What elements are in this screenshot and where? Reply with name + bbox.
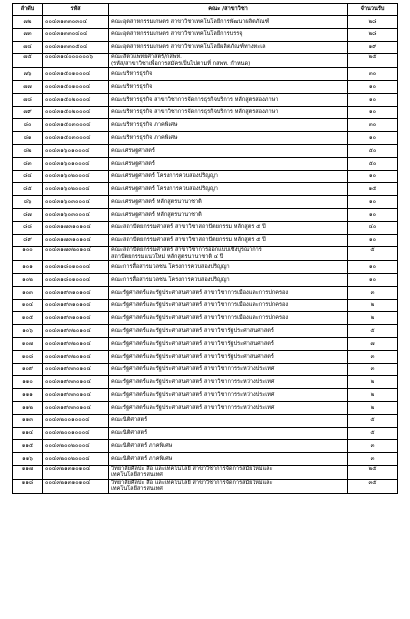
table-row	[13, 389, 398, 402]
table-row	[13, 41, 398, 54]
table-row	[13, 414, 398, 427]
row-order: ๘๙	[13, 234, 43, 247]
row-seats: ๑๙	[348, 41, 398, 54]
row-faculty-line1: คณะรัฐศาสตร์และรัฐประศาสนศาสตร์ สาขาวิชาการเมืองและการปกครอง	[111, 289, 289, 296]
row-faculty	[109, 299, 348, 312]
row-order: ๘๔	[13, 170, 43, 183]
row-code: ๐๐๔๓๑๖๐๑๐๐๐๔	[43, 157, 109, 170]
row-order: ๗๗	[13, 81, 43, 94]
row-code: ๐๐๔๓๑๙๓๓๐๑๐๔	[43, 389, 109, 402]
row-seats: ๑๐	[348, 81, 398, 94]
row-faculty	[109, 414, 348, 427]
row-faculty	[109, 196, 348, 209]
admission-quota-table	[12, 3, 398, 494]
row-order: ๗๕	[13, 54, 43, 68]
row-seats: ๑๐	[348, 234, 398, 247]
table-row	[13, 261, 398, 274]
row-code: ๐๐๔๓๑๕๐๒๐๐๐๔	[43, 93, 109, 106]
row-faculty-line1: คณะบริหารธุรกิจ ภาคพิเศษ	[111, 122, 178, 129]
row-order: ๘๓	[13, 157, 43, 170]
row-order: ๑๐๖	[13, 325, 43, 338]
row-code: ๐๐๔๓๑๓๓๐๓๐๔	[43, 16, 109, 29]
table-row	[13, 440, 398, 453]
row-code: ๐๐๔๓๑๘๐๑๐๐๐๔	[43, 261, 109, 274]
row-code: ๐๐๔๓๑๙๓๓๐๑๐๔	[43, 363, 109, 376]
row-faculty	[109, 363, 348, 376]
row-order: ๗๒	[13, 16, 43, 29]
row-faculty-line2: เทคโนโลยีสารสนเทศ	[111, 472, 163, 479]
row-faculty	[109, 54, 348, 68]
row-order: ๑๐๒	[13, 274, 43, 287]
row-code: ๐๐๔๓๒๐๐๒๐๐๐๔	[43, 440, 109, 453]
row-order: ๗๖	[13, 68, 43, 81]
row-seats: ๓	[348, 453, 398, 466]
row-order: ๘๑	[13, 132, 43, 145]
row-faculty	[109, 68, 348, 81]
row-code: ๐๐๔๓๑๙๓๓๐๑๐๔	[43, 376, 109, 389]
row-faculty-line1: คณะรัฐศาสตร์และรัฐประศาสนศาสตร์ สาขาวิชาการระหว่างประเทศ	[111, 379, 275, 386]
row-code: ๐๐๔๓๑๙๓๓๐๑๐๔	[43, 402, 109, 415]
row-faculty-line1: คณะอุตสาหกรรมเกษตร สาขาวิชาเทคโนโลยีการบรรจุ	[111, 31, 243, 38]
table-row	[13, 350, 398, 363]
row-faculty	[109, 479, 348, 493]
row-order: ๑๐๙	[13, 363, 43, 376]
row-order: ๑๐๗	[13, 338, 43, 351]
table-row	[13, 119, 398, 132]
row-seats: ๑๐	[348, 196, 398, 209]
row-faculty	[109, 16, 348, 29]
row-faculty	[109, 221, 348, 234]
row-faculty-line1: วิทยาลัยศิลปะ สื่อ และเทคโนโลยี สาขาวิชาการจัดการสมัยใหม่และ	[111, 479, 273, 486]
row-code: ๐๐๔๓๑๙๓๑๐๑๐๔	[43, 312, 109, 325]
row-faculty	[109, 261, 348, 274]
row-faculty	[109, 41, 348, 54]
row-faculty	[109, 389, 348, 402]
table-row	[13, 106, 398, 119]
row-code: ๐๐๔๓๑๕๐๑๐๐๐๔	[43, 81, 109, 94]
row-faculty	[109, 132, 348, 145]
row-faculty-line1: คณะนิติศาสตร์	[111, 430, 148, 437]
table-row	[13, 221, 398, 234]
row-seats: ๒	[348, 299, 398, 312]
table-row	[13, 427, 398, 440]
table-row	[13, 132, 398, 145]
row-faculty	[109, 286, 348, 299]
row-code: ๐๐๔๓๑๖๐๓๐๐๐๔	[43, 196, 109, 209]
header-faculty: คณะ /สาขาวิชา	[109, 4, 348, 16]
row-order: ๘๖	[13, 196, 43, 209]
row-faculty-line2: (รหัส/สาขาวิชาเพื่อการสมัครเป็นไปตามที่ กสพท. กำหนด)	[111, 60, 251, 67]
row-order: ๑๑๓	[13, 414, 43, 427]
row-code: ๐๐๔๓๑๕๐๑๐๐๐๔	[43, 68, 109, 81]
table-row	[13, 145, 398, 158]
row-code: ๐๐๔๓๑๔๐๐๐๐๐๐๖	[43, 54, 109, 68]
row-faculty	[109, 119, 348, 132]
row-faculty-line1: คณะสถาปัตยกรรมศาสตร์ สาขาวิชาสถาปัตยกรรม หลักสูตร ๕ ปี	[111, 237, 266, 244]
row-seats: ๑๐	[348, 106, 398, 119]
row-faculty-line1: คณะรัฐศาสตร์และรัฐประศาสนศาสตร์ สาขาวิชาการระหว่างประเทศ	[111, 366, 275, 373]
header-seats: จำนวนรับ	[348, 4, 398, 16]
table-row	[13, 299, 398, 312]
row-order: ๑๑๗	[13, 465, 43, 479]
row-order: ๑๑๖	[13, 453, 43, 466]
row-faculty	[109, 247, 348, 261]
row-code: ๐๐๔๓๑๗๓๑๐๑๐๔	[43, 221, 109, 234]
row-code: ๐๐๔๓๑๙๓๑๐๑๐๔	[43, 299, 109, 312]
row-code: ๐๐๔๓๑๖๐๒๐๐๐๔	[43, 183, 109, 196]
row-faculty-line1: คณะอุตสาหกรรมเกษตร สาขาวิชาเทคโนโลยีการพัฒนาผลิตภัณฑ์	[111, 18, 270, 25]
row-seats: ๕๐	[348, 157, 398, 170]
table-row	[13, 68, 398, 81]
row-order: ๘๒	[13, 145, 43, 158]
row-order: ๑๐๔	[13, 299, 43, 312]
row-order: ๑๑๔	[13, 427, 43, 440]
row-faculty-line2: สถาปัตยกรรมแนวใหม่ หลักสูตรนานาชาติ ๔ ปี	[111, 253, 224, 260]
table-row	[13, 363, 398, 376]
row-order: ๘๗	[13, 209, 43, 222]
row-seats: ๒	[348, 312, 398, 325]
row-faculty-line1: คณะเศรษฐศาสตร์	[111, 160, 155, 167]
row-order: ๘๕	[13, 183, 43, 196]
row-code: ๐๐๔๓๒๑๓๑๐๑๐๔	[43, 465, 109, 479]
row-faculty	[109, 312, 348, 325]
row-faculty-line1: คณะสถาปัตยกรรมศาสตร์ สาขาวิชาการออกแบบเชิงบูรณาการ	[111, 247, 262, 254]
row-order: ๘๐	[13, 119, 43, 132]
row-seats: ๓	[348, 286, 398, 299]
row-code: ๐๐๔๓๑๗๓๒๐๑๐๔	[43, 247, 109, 261]
row-seats: ๓	[348, 440, 398, 453]
table-row	[13, 286, 398, 299]
table-row	[13, 312, 398, 325]
row-seats: ๑๐	[348, 261, 398, 274]
row-seats: ๕	[348, 325, 398, 338]
header-order: ลำดับ	[13, 4, 43, 16]
row-faculty-line1: คณะเศรษฐศาสตร์ โครงการควบสองปริญญา	[111, 173, 218, 180]
row-faculty	[109, 338, 348, 351]
row-code: ๐๐๔๓๑๘๐๑๐๐๐๔	[43, 274, 109, 287]
row-seats: ๓๐	[348, 119, 398, 132]
row-faculty	[109, 465, 348, 479]
row-seats: ๑๐	[348, 132, 398, 145]
row-faculty-line1: คณะการสื่อสารมวลชน โครงการควบสองปริญญา	[111, 276, 230, 283]
row-seats: ๑๐	[348, 170, 398, 183]
table-row	[13, 54, 398, 68]
row-faculty-line1: คณะบริหารธุรกิจ สาขาวิชาการจัดการธุรกิจบริการ หลักสูตรสองภาษา	[111, 96, 279, 103]
row-code: ๐๐๔๓๑๖๐๒๐๐๐๔	[43, 170, 109, 183]
row-order: ๑๑๘	[13, 479, 43, 493]
row-code: ๐๐๔๓๑๗๓๑๐๑๐๔	[43, 234, 109, 247]
table-row	[13, 247, 398, 261]
row-faculty-line1: คณะเศรษฐศาสตร์ โครงการควบสองปริญญา	[111, 186, 218, 193]
row-order: ๑๑๕	[13, 440, 43, 453]
row-faculty-line1: คณะรัฐศาสตร์และรัฐประศาสนศาสตร์ สาขาวิชาการระหว่างประเทศ	[111, 404, 275, 411]
row-order: ๑๐๓	[13, 286, 43, 299]
row-faculty-line1: คณะนิติศาสตร์ ภาคพิเศษ	[111, 443, 173, 450]
row-seats: ๕๐	[348, 145, 398, 158]
row-seats: ๒๕	[348, 54, 398, 68]
table-row	[13, 338, 398, 351]
row-faculty-line1: คณะรัฐศาสตร์และรัฐประศาสนศาสตร์ สาขาวิชาการเมืองและการปกครอง	[111, 315, 289, 322]
row-seats: ๕	[348, 247, 398, 261]
row-faculty	[109, 376, 348, 389]
row-seats: ๒	[348, 402, 398, 415]
row-faculty	[109, 274, 348, 287]
table-row	[13, 325, 398, 338]
table-row	[13, 402, 398, 415]
row-order: ๑๐๑	[13, 261, 43, 274]
row-faculty-line1: คณะรัฐศาสตร์และรัฐประศาสนศาสตร์ สาขาวิชารัฐประศาสนศาสตร์	[111, 327, 274, 334]
row-faculty-line1: คณะรัฐศาสตร์และรัฐประศาสนศาสตร์ สาขาวิชาการเมืองและการปกครอง	[111, 302, 289, 309]
table-row	[13, 479, 398, 493]
table-row	[13, 183, 398, 196]
row-faculty	[109, 234, 348, 247]
row-order: ๑๑๒	[13, 402, 43, 415]
row-code: ๐๐๔๓๑๓๓๐๔๐๔	[43, 28, 109, 41]
table-row	[13, 453, 398, 466]
row-faculty-line1: คณะรัฐศาสตร์และรัฐประศาสนศาสตร์ สาขาวิชารัฐประศาสนศาสตร์	[111, 353, 274, 360]
row-code: ๐๐๔๓๑๕๐๓๐๐๐๔	[43, 119, 109, 132]
row-faculty-line1: คณะบริหารธุรกิจ	[111, 70, 153, 77]
table-row	[13, 93, 398, 106]
row-order: ๑๑๐	[13, 376, 43, 389]
row-seats: ๗	[348, 338, 398, 351]
row-seats: ๒	[348, 389, 398, 402]
row-code: ๐๐๔๓๑๓๓๐๕๐๔	[43, 41, 109, 54]
row-faculty	[109, 183, 348, 196]
row-seats: ๒	[348, 376, 398, 389]
row-code: ๐๐๔๓๑๖๐๑๐๐๐๔	[43, 145, 109, 158]
row-code: ๐๐๔๓๑๙๓๒๐๑๐๔	[43, 350, 109, 363]
row-order: ๑๑๑	[13, 389, 43, 402]
row-faculty-line1: คณะรัฐศาสตร์และรัฐประศาสนศาสตร์ สาขาวิชาการระหว่างประเทศ	[111, 391, 275, 398]
row-faculty	[109, 93, 348, 106]
row-faculty	[109, 325, 348, 338]
row-seats: ๕	[348, 427, 398, 440]
row-seats: ๓๐	[348, 68, 398, 81]
table-row	[13, 28, 398, 41]
row-faculty	[109, 145, 348, 158]
row-seats: ๓	[348, 363, 398, 376]
row-code: ๐๐๔๓๑๙๓๒๐๑๐๔	[43, 325, 109, 338]
row-faculty-line1: คณะเศรษฐศาสตร์	[111, 147, 155, 154]
table-row	[13, 234, 398, 247]
row-seats: ๒๕	[348, 465, 398, 479]
row-faculty-line1: คณะบริหารธุรกิจ	[111, 83, 153, 90]
row-faculty-line1: คณะนิติศาสตร์	[111, 417, 148, 424]
row-code: ๐๐๔๓๑๙๓๑๐๑๐๔	[43, 286, 109, 299]
row-faculty-line1: วิทยาลัยศิลปะ สื่อ และเทคโนโลยี สาขาวิชาการจัดการสมัยใหม่และ	[111, 465, 273, 472]
table-header-row	[13, 4, 398, 16]
table-row	[13, 196, 398, 209]
row-faculty	[109, 157, 348, 170]
row-faculty	[109, 453, 348, 466]
row-seats: ๓	[348, 350, 398, 363]
row-faculty	[109, 440, 348, 453]
table-row	[13, 376, 398, 389]
row-faculty-line1: คณะนิติศาสตร์ ภาคพิเศษ	[111, 455, 173, 462]
row-faculty-line1: คณะอุตสาหกรรมเกษตร สาขาวิชาเทคโนโลยีผลิตภัณฑ์ทางทะเล	[111, 44, 266, 51]
row-faculty-line2: เทคโนโลยีสารสนเทศ	[111, 486, 163, 493]
row-order: ๗๘	[13, 93, 43, 106]
row-faculty	[109, 81, 348, 94]
row-order: ๘๘	[13, 221, 43, 234]
row-order: ๑๐๘	[13, 350, 43, 363]
row-faculty-line1: คณะสัตวแพทยศาสตร์/กสพท.	[111, 54, 182, 61]
table-row	[13, 81, 398, 94]
row-faculty	[109, 402, 348, 415]
row-seats: ๑๕	[348, 183, 398, 196]
row-seats: ๒๘	[348, 16, 398, 29]
row-order: ๗๙	[13, 106, 43, 119]
row-code: ๐๐๔๓๑๕๐๒๐๐๐๔	[43, 106, 109, 119]
row-faculty-line1: คณะเศรษฐศาสตร์ หลักสูตรนานาชาติ	[111, 198, 202, 205]
row-seats: ๒๘	[348, 28, 398, 41]
row-seats: ๑๐	[348, 93, 398, 106]
row-code: ๐๐๔๓๑๕๐๓๐๐๐๔	[43, 132, 109, 145]
row-faculty	[109, 170, 348, 183]
row-seats: ๓๕	[348, 479, 398, 493]
row-faculty-line1: คณะเศรษฐศาสตร์ หลักสูตรนานาชาติ	[111, 211, 202, 218]
row-code: ๐๐๔๓๑๖๐๓๐๐๐๔	[43, 209, 109, 222]
row-faculty-line1: คณะบริหารธุรกิจ ภาคพิเศษ	[111, 134, 178, 141]
table-row	[13, 465, 398, 479]
row-faculty-line1: คณะบริหารธุรกิจ สาขาวิชาการจัดการธุรกิจบริการ หลักสูตรสองภาษา	[111, 109, 279, 116]
row-faculty	[109, 209, 348, 222]
row-code: ๐๐๔๓๑๙๓๒๐๑๐๔	[43, 338, 109, 351]
row-order: ๗๔	[13, 41, 43, 54]
row-order: ๑๐๕	[13, 312, 43, 325]
row-seats: ๑๐	[348, 274, 398, 287]
row-faculty	[109, 28, 348, 41]
row-code: ๐๐๔๓๒๐๐๑๐๐๐๔	[43, 427, 109, 440]
row-faculty-line1: คณะรัฐศาสตร์และรัฐประศาสนศาสตร์ สาขาวิชารัฐประศาสนศาสตร์	[111, 340, 274, 347]
row-faculty	[109, 350, 348, 363]
row-code: ๐๐๔๓๒๐๐๒๐๐๐๔	[43, 453, 109, 466]
row-seats: ๑๐	[348, 209, 398, 222]
table-row	[13, 209, 398, 222]
table-body	[13, 16, 398, 494]
table-row	[13, 157, 398, 170]
row-faculty	[109, 106, 348, 119]
row-order: ๗๓	[13, 28, 43, 41]
row-faculty-line1: คณะการสื่อสารมวลชน โครงการควบสองปริญญา	[111, 263, 230, 270]
row-order: ๑๐๐	[13, 247, 43, 261]
row-seats: ๔๐	[348, 221, 398, 234]
row-faculty-line1: คณะสถาปัตยกรรมศาสตร์ สาขาวิชาสถาปัตยกรรม หลักสูตร ๕ ปี	[111, 224, 266, 231]
table-row	[13, 170, 398, 183]
header-code: รหัส	[43, 4, 109, 16]
row-code: ๐๐๔๓๒๑๓๑๐๑๐๔	[43, 479, 109, 493]
row-faculty	[109, 427, 348, 440]
table-row	[13, 16, 398, 29]
table-row	[13, 274, 398, 287]
row-code: ๐๐๔๓๒๐๐๑๐๐๐๔	[43, 414, 109, 427]
row-seats: ๕	[348, 414, 398, 427]
